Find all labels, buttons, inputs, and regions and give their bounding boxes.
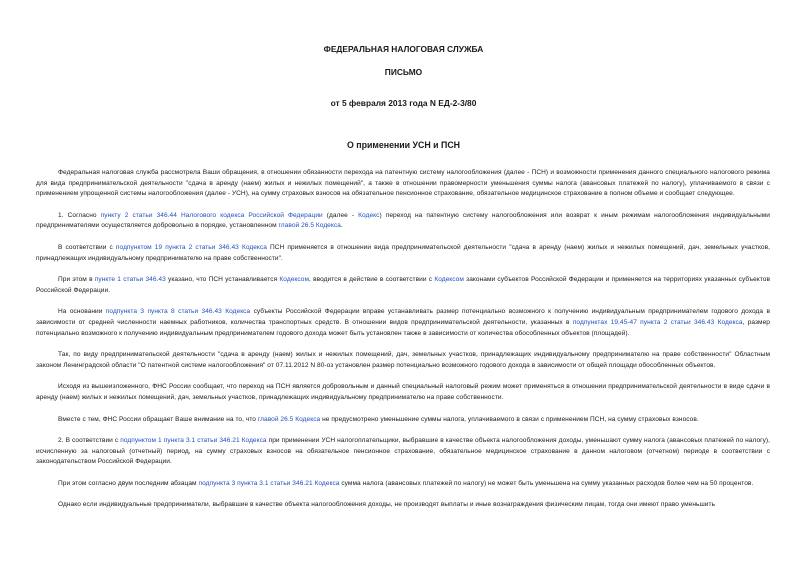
document-type: ПИСЬМО (384, 67, 423, 77)
paragraph (36, 275, 770, 296)
document-subject: О применении УСН и ПСН (346, 140, 461, 150)
document-link[interactable]: подпункта 3 пункта 3.1 статьи 346.21 Кодекса (198, 479, 340, 487)
paragraph (36, 415, 770, 426)
document-date-number: от 5 февраля 2013 года N ЕД-2-3/80 (330, 98, 477, 108)
document-link[interactable]: Кодексом (434, 276, 464, 284)
paragraph-text: 2. В соответствии с (58, 437, 121, 445)
paragraph-text: Федеральная налоговая служба рассмотрела Ваши обращения, в отношении обязанности перехода на патентную систему налогообложения (далее - ПСН) и возможности применения данного специального налогового режима для вида предпринимательской деятельности "сдача в аренду (наем) жилых и нежилых помещений", а также в отношении правомерности уменьшения суммы налога (авансовых платежей по налогу), уплачиваемого в связи с применением упрощенной системы налогообложения (далее - УСН), на сумму страховых взносов на обязательное пенсионное страхование, обязательное медицинское страхование в полном объеме и сообщает следующее. (36, 169, 770, 198)
document-link[interactable]: подпунктом 1 пункта 3.1 статьи 346.21 Кодекса (120, 437, 267, 445)
paragraph-text: , размер потенциально возможного к получению индивидуальным предпринимателем годового дохода может быть установлен также в зависимости от количества обособленных объектов (площадей). (36, 318, 770, 337)
paragraph-text: При этом в (58, 276, 95, 284)
document-link[interactable]: подпункта 3 пункта 8 статьи 346.43 Кодекса (105, 308, 251, 316)
paragraph-text: , вводится в действие в соответствии с (309, 276, 435, 284)
paragraph-text: при применении УСН налогоплательщики, выбравшие в качестве объекта налогообложения доходы, уменьшают сумму налога (авансовых платежей по налогу), исчисленную за налоговый (отчетный) период, на сумму страховых взносов на обязательное пенсионное страхование, обязательное медицинское страхование в данном налоговом (отчетном) периоде в соответствии с законодательством Российской Федерации. (36, 437, 770, 466)
document-link[interactable]: подпунктах 19,45-47 пункта 2 статьи 346.43 Кодекса (572, 318, 743, 326)
document-link[interactable]: пункте 1 статьи 346.43 (94, 276, 166, 284)
paragraph-text: законами субъектов Российской Федерации и применяется на территориях указанных субъектов Российской Федерации. (36, 276, 770, 294)
paragraph-text: Однако если индивидуальные предприниматели, выбравшие в качестве объекта налогообложения доходы, не производят выплаты и иные вознаграждения физическим лицам, тогда они имеют право уменьшить (58, 501, 716, 509)
agency-heading: ФЕДЕРАЛЬНАЯ НАЛОГОВАЯ СЛУЖБА (323, 44, 484, 54)
paragraph (36, 211, 770, 232)
paragraph-text: Исходя из вышеизложенного, ФНС России сообщает, что переход на ПСН является добровольным и данный специальный налоговый режим может применяться в отношении предпринимательской деятельности в виде сдачи в аренду (наем) жилых и нежилых помещений, дач, земельных участков, принадлежащих индивидуальному предпринимателю на праве собственности. (36, 383, 770, 401)
paragraph-text: Так, по виду предпринимательской деятельности "сдача в аренду (наем) жилых и нежилых помещений, дач, земельных участков, принадлежащих индивидуальному предпринимателю на праве собственности" Областным законом Ленинградской области "О патентной системе налогообложения" от 07.11.2012 N 80-оз установлен размер потенциально возможного годового дохода в зависимости от общей площади обособленных объектов. (36, 351, 770, 369)
paragraph-text: Вместе с тем, ФНС России обращает Ваше внимание на то, что (58, 415, 258, 423)
paragraph-text: сумма налога (авансовых платежей по налогу) не может быть уменьшена на сумму указанных расходов более чем на 50 процентов. (339, 479, 754, 487)
paragraph (36, 168, 770, 200)
document-link[interactable]: пункту 2 статьи 346.44 Налогового кодекса Российской Федерации (100, 211, 323, 219)
document-link[interactable]: Кодексом (279, 276, 310, 284)
document-link[interactable]: главой 26.5 Кодекса (278, 222, 341, 230)
paragraph (36, 350, 770, 371)
paragraph (36, 479, 770, 490)
paragraph-text: ) переход на патентную систему налогообложения или возврат к иным режимам налогообложения индивидуальными предпринимателями осуществляется добровольно в порядке, установленном (36, 211, 770, 230)
paragraph (36, 307, 770, 339)
paragraph-text: В соответствии с (58, 243, 116, 251)
paragraph (36, 500, 770, 511)
document-body (36, 168, 770, 522)
paragraph-text: 1. Согласно (58, 211, 101, 219)
document-link[interactable]: главой 26.5 Кодекса (257, 415, 321, 423)
paragraph-text: ПСН применяется в отношении вида предпринимательской деятельности "сдача в аренду (наем) жилых и нежилых помещений, дач, земельных участков, принадлежащих индивидуальному предпринимателю на праве собственности". (36, 243, 771, 262)
paragraph-text: субъекты Российской Федерации вправе устанавливать размер потенциально возможного к получению индивидуальным предпринимателем годового дохода в зависимости от средней численности наемных работников, количества транспортных средств. В отношении видов предпринимательской деятельности, указанных в (36, 308, 770, 326)
paragraph (36, 243, 770, 264)
paragraph-text: На основании (58, 308, 106, 316)
paragraph (36, 436, 770, 468)
paragraph-text: . (340, 222, 343, 230)
paragraph (36, 382, 770, 403)
document-link[interactable]: Кодекс (358, 211, 380, 219)
paragraph-text: (далее - (322, 211, 359, 219)
paragraph-text: не предусмотрено уменьшение суммы налога, уплачиваемого в связи с применением ПСН, на сумму страховых взносов. (320, 415, 699, 423)
document-link[interactable]: подпунктом 19 пункта 2 статьи 346.43 Кодекса (115, 243, 267, 251)
paragraph-text: указано, что ПСН устанавливается (165, 276, 280, 284)
paragraph-text: При этом согласно двум последним абзацам (58, 479, 199, 487)
